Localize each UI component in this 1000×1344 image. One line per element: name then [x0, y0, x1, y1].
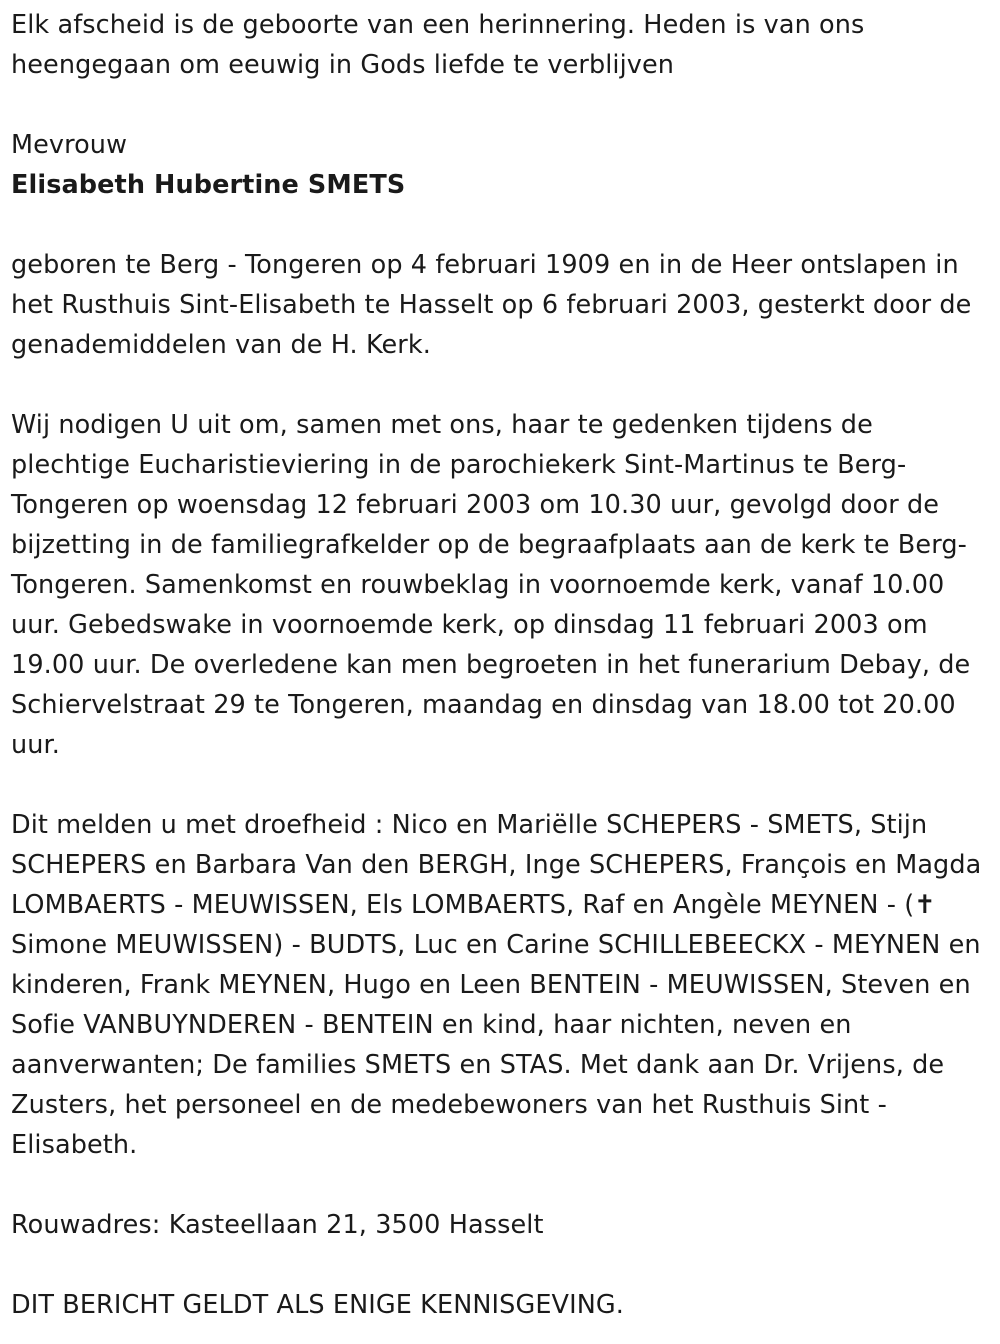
spacer	[11, 365, 993, 405]
spacer	[11, 1165, 993, 1205]
address-text: Rouwadres: Kasteellaan 21, 3500 Hasselt	[11, 1210, 544, 1240]
birth-death-text: geboren te Berg - Tongeren op 4 februari 1909 en in de Heer ontslapen in het Rusthuis Sint-Elisabeth te Hasselt op 6 februari 2003, gesterkt door de genademiddelen van de H. Kerk.	[11, 250, 972, 360]
intro-text: Elk afscheid is de geboorte van een herinnering. Heden is van ons heengegaan om eeuwig in Gods liefde te verblijven	[11, 10, 865, 80]
death-notice	[11, 5, 993, 1325]
deceased-name: Elisabeth Hubertine SMETS	[11, 170, 406, 200]
spacer	[11, 85, 993, 125]
family-text: Dit melden u met droefheid : Nico en Mariëlle SCHEPERS - SMETS, Stijn SCHEPERS en Barbara Van den BERGH, Inge SCHEPERS, François en Magda LOMBAERTS - MEUWISSEN, Els LOMBAERTS, Raf en Angèle MEYNEN - (✝ Simone MEUWISSEN) - BUDTS, Luc en Carine SCHILLEBEECKX - MEYNEN en kinderen, Frank MEYNEN, Hugo en Leen BENTEIN - MEUWISSEN, Steven en Sofie VANBUYNDEREN - BENTEIN en kind, haar nichten, neven en aanverwanten; De families SMETS en STAS. Met dank aan Dr. Vrijens, de Zusters, het personeel en de medebewoners van het Rusthuis Sint - Elisabeth.	[11, 810, 982, 1160]
spacer	[11, 1245, 993, 1285]
honorific: Mevrouw	[11, 130, 128, 160]
closing-text: DIT BERICHT GELDT ALS ENIGE KENNISGEVING.	[11, 1290, 624, 1320]
ceremony-text: Wij nodigen U uit om, samen met ons, haar te gedenken tijdens de plechtige Eucharistieviering in de parochiekerk Sint-Martinus te Berg-Tongeren op woensdag 12 februari 2003 om 10.30 uur, gevolgd door de bijzetting in de familiegrafkelder op de begraafplaats aan de kerk te Berg-Tongeren. Samenkomst en rouwbeklag in voornoemde kerk, vanaf 10.00 uur. Gebedswake in voornoemde kerk, op dinsdag 11 februari 2003 om 19.00 uur. De overledene kan men begroeten in het funerarium Debay, de Schiervelstraat 29 te Tongeren, maandag en dinsdag van 18.00 tot 20.00 uur.	[11, 410, 971, 760]
spacer	[11, 765, 993, 805]
spacer	[11, 205, 993, 245]
